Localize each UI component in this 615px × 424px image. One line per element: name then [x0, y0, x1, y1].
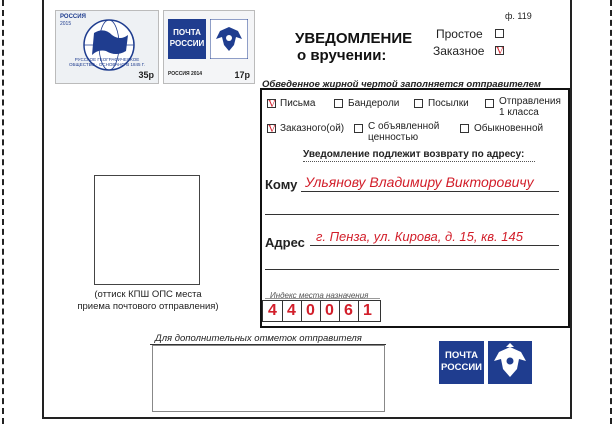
stamp2-country: РОССИЯ [168, 71, 190, 77]
option-registered-checkbox[interactable]: V [496, 45, 504, 57]
cut-line-right [610, 0, 612, 424]
stamp2-logo [168, 19, 206, 59]
address-line-2 [265, 269, 559, 270]
extra-notes-label: Для дополнительных отметок отправителя [155, 333, 362, 344]
option-simple-checkbox[interactable] [495, 29, 504, 38]
item-type-checkbox-parcels-small[interactable] [334, 99, 343, 108]
recipient-line-2 [265, 214, 559, 215]
page-title [295, 30, 412, 64]
postcode-digit-6: 1 [363, 302, 372, 319]
eagle-logo-icon [488, 341, 532, 384]
recipient-line [301, 191, 559, 192]
return-notice: Уведомление подлежит возврату по адресу: [303, 149, 525, 160]
recipient-name[interactable]: Ульянову Владимиру Викторовичу [305, 174, 534, 190]
logo-line1: ПОЧТА [445, 350, 478, 361]
stamp2-logo-line2: РОССИИ [169, 39, 205, 48]
logo-line2: РОССИИ [441, 362, 482, 373]
recipient-label: Кому [265, 177, 298, 192]
postcode-sep [320, 300, 321, 322]
stamp2-value: 17р [234, 70, 250, 80]
stamp1-text: РУССКОЕ ГЕОГРАФИЧЕСКОЕ ОБЩЕСТВО · ОСНОВАНО В 1845 Г. [69, 57, 145, 67]
title-line2: о вручении: [297, 47, 387, 64]
logo-text-block [439, 341, 484, 384]
category-checkbox-registered[interactable]: V [268, 123, 276, 135]
postage-stamp-pochta [163, 10, 255, 84]
postcode-digit-1: 4 [268, 302, 277, 319]
postcode-sep [358, 300, 359, 322]
item-type-label-letters: Письма [280, 98, 316, 109]
postcode-digit-4: 0 [325, 302, 334, 319]
category-label-ordinary: Обыкновенной [474, 123, 544, 134]
postcode-digit-2: 4 [287, 302, 296, 319]
stamp2-year: 2014 [190, 71, 203, 77]
return-notice-underline [303, 161, 535, 162]
category-label-registered: Заказного(ой) [280, 123, 345, 134]
eagle-emblem-icon [210, 19, 248, 59]
postmark-caption-line1: (оттиск КПШ ОПС места [94, 289, 202, 300]
cut-line-left [2, 0, 4, 424]
postmark-caption-line2: приема почтового отправления) [77, 301, 219, 312]
title-line1: УВЕДОМЛЕНИЕ [295, 30, 413, 47]
category-checkbox-declared-value[interactable] [354, 124, 363, 133]
option-simple-label: Простое [436, 27, 483, 41]
postcode-sep [301, 300, 302, 322]
stamp1-year: 2015 [60, 21, 72, 27]
address-value[interactable]: г. Пенза, ул. Кирова, д. 15, кв. 145 [316, 229, 523, 244]
item-type-label-parcels-small: Бандероли [348, 98, 400, 109]
stamp1-value: 35р [138, 70, 154, 80]
postmark-caption [62, 289, 234, 313]
address-line-1 [310, 245, 559, 246]
item-type-label-first-class: Отправления 1 класса [499, 96, 561, 118]
postcode-digit-3: 0 [306, 302, 315, 319]
postcode-sep [339, 300, 340, 322]
item-type-label-parcels: Посылки [428, 98, 469, 109]
postmark-box [94, 175, 200, 285]
item-type-checkbox-parcels[interactable] [414, 99, 423, 108]
postcode-hint-line [265, 298, 380, 299]
category-checkbox-ordinary[interactable] [460, 124, 469, 133]
item-type-checkbox-letters[interactable]: V [268, 98, 276, 110]
category-label-declared-value: С объявленной ценностью [368, 121, 440, 143]
postcode-hint: Индекс места назначения [270, 291, 369, 300]
form-number: ф. 119 [505, 11, 532, 21]
postage-stamp-geographic-society [55, 10, 159, 84]
stamp2-logo-line1: ПОЧТА [173, 28, 201, 37]
item-type-checkbox-first-class[interactable] [485, 99, 494, 108]
address-label: Адрес [265, 235, 305, 250]
stamp1-country: РОССИЯ [60, 14, 86, 20]
option-registered-label: Заказное [433, 44, 485, 58]
sender-hint: Обведенное жирной чертой заполняется отправителем [262, 79, 541, 90]
postcode-digit-5: 6 [344, 302, 353, 319]
postcode-sep [282, 300, 283, 322]
extra-notes-box[interactable] [152, 345, 385, 412]
